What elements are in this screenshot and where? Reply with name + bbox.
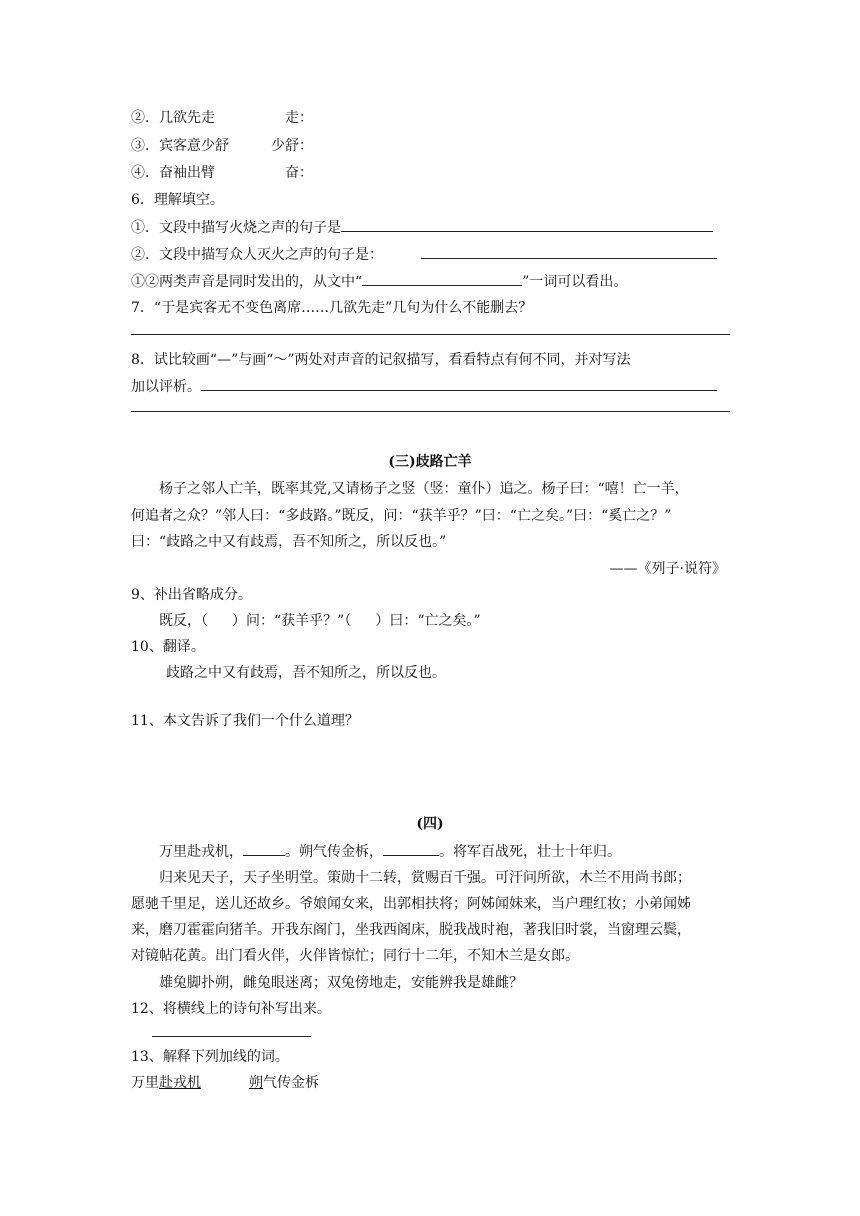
poem-text: 。朔气传金柝， (285, 844, 383, 860)
answer-line[interactable] (131, 411, 730, 412)
poem-line: 归来见天子，天子坐明堂。策勋十二转，赏赐百千强。可汗问所欲，木兰不用尚书郎； (159, 870, 691, 886)
question-6-3-suffix: ”一词可以看出。 (522, 274, 628, 290)
question-8-text: 加以评析。 (131, 379, 201, 395)
question-6-2 (131, 244, 717, 265)
question-6-1-text: ①．文段中描写火烧之声的句子是 (131, 220, 341, 236)
poem-blank[interactable] (243, 841, 285, 856)
passage-line: 杨子之邻人亡羊，既率其党,又请杨子之竖（竖：童仆）追之。杨子曰：“嘻！亡一羊， (159, 481, 689, 497)
underlined-term: 赴 (159, 1075, 173, 1091)
question-8-line2 (131, 376, 717, 397)
question-6-3-text: ①②两类声音是同时发出的，从文中“ (131, 274, 363, 290)
question-11: 11、本文告诉了我们一个什么道理？ (131, 713, 359, 729)
vocab-item-3 (131, 136, 313, 156)
section-3-title: (三)歧路亡羊 (388, 454, 472, 470)
passage-line: 何追者之众？”邻人曰：“多歧路。”既反，问：“获羊乎？”曰：“亡之矣。”曰：“奚亡之？” (131, 508, 672, 524)
vocab-word: 少舒： (271, 138, 313, 154)
vocab-phrase: ②．几欲先走 (131, 110, 215, 126)
question-7: 7．“于是宾客无不变色离席……几欲先走”几句为什么不能删去？ (131, 300, 533, 316)
poem-text: 万里赴戎机， (159, 844, 243, 860)
question-6-2-text: ②．文段中描写众人灭火之声的句子是： (131, 247, 383, 263)
poem-line: 雄兔脚扑朔，雌兔眼迷离；双兔傍地走，安能辨我是雄雌？ (159, 975, 523, 991)
question-9-text: ）曰：“亡之矣。” (375, 613, 481, 629)
vocab-word: 奋： (285, 165, 313, 181)
question-8-line1: 8．试比较画“—”与画“～”两处对声音的记叙描写，看看特点有何不同，并对写法 (131, 352, 631, 368)
question-6-1 (131, 217, 713, 238)
answer-blank[interactable] (362, 271, 522, 286)
question-6: 6．理解填空。 (131, 192, 224, 208)
question-13: 13、解释下列加线的词。 (131, 1049, 289, 1065)
poem-line: 来，磨刀霍霍向猪羊。开我东阁门，坐我西阁床，脱我战时袍，著我旧时裳，当窗理云鬓， (131, 922, 691, 938)
question-9-text: ）问：“获羊乎？”（ (232, 613, 352, 629)
poem-line: 愿驰千里足，送儿还故乡。爷娘闻女来，出郭相扶将；阿姊闻妹来，当户理红妆；小弟闻姊 (131, 896, 691, 912)
poem-text: 。将军百战死，壮士十年归。 (439, 844, 621, 860)
question-6-3 (131, 271, 627, 292)
vocab-phrase: ④．奋袖出臂 (131, 165, 215, 181)
answer-blank[interactable] (201, 376, 717, 391)
underlined-term: 朔 (249, 1075, 263, 1091)
underlined-term: 戎机 (173, 1075, 201, 1091)
term-text: 气传金柝 (263, 1075, 319, 1091)
passage-line: 曰：“歧路之中又有歧焉，吾不知所之，所以反也。” (131, 534, 447, 550)
question-10: 10、翻译。 (131, 639, 205, 655)
vocab-item-2 (131, 108, 313, 128)
question-9: 9、补出省略成分。 (131, 587, 252, 603)
question-12: 12、将横线上的诗句补写出来。 (131, 1001, 331, 1017)
question-9-text: 既反，（ (159, 613, 208, 629)
answer-blank[interactable] (421, 244, 717, 259)
question-9-body (159, 611, 481, 631)
section-4-title: (四) (416, 816, 444, 832)
question-13-items (131, 1073, 319, 1093)
poem-blank[interactable] (383, 841, 439, 856)
answer-blank[interactable] (341, 217, 713, 232)
passage-source: ——《列子·说符》 (609, 561, 726, 577)
answer-line[interactable] (152, 1036, 311, 1037)
poem-line: 对镜帖花黄。出门看火伴，火伴皆惊忙；同行十二年，不知木兰是女郎。 (131, 948, 579, 964)
term-text: 万里 (131, 1075, 159, 1091)
vocab-item-4 (131, 163, 313, 183)
vocab-phrase: ③．宾客意少舒 (131, 138, 229, 154)
question-10-sentence: 歧路之中又有歧焉，吾不知所之，所以反也。 (166, 665, 446, 681)
vocab-word: 走： (285, 110, 313, 126)
poem-line-1 (159, 841, 621, 862)
answer-line[interactable] (131, 334, 730, 335)
